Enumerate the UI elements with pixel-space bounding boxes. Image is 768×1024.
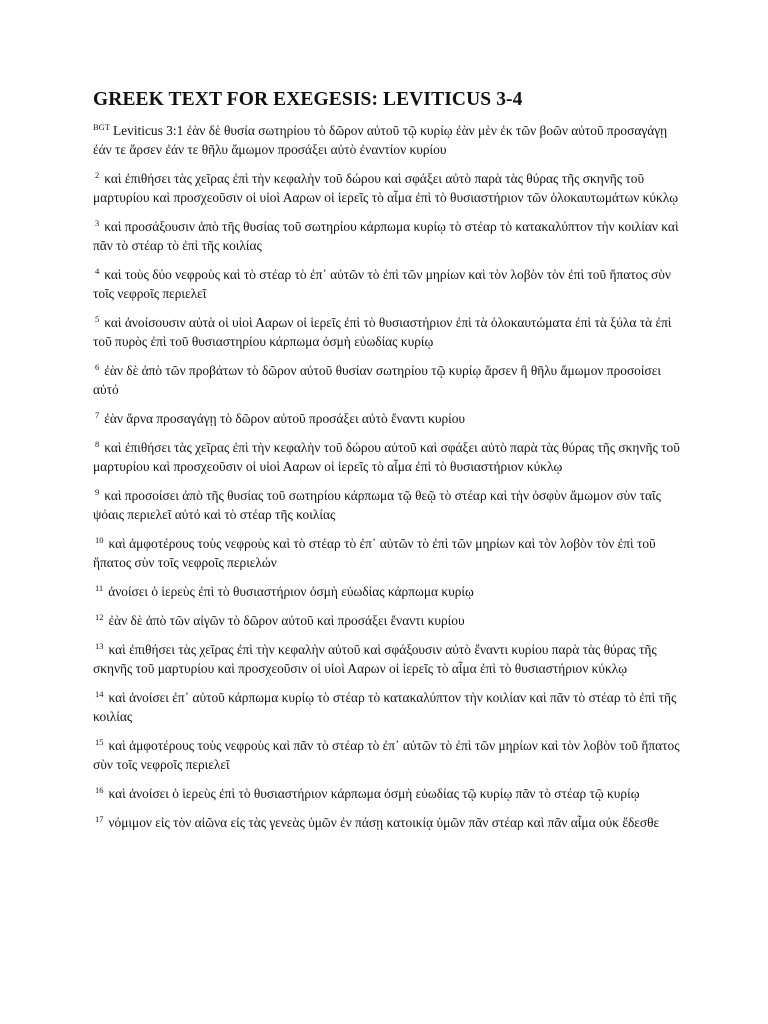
version-tag: BGT bbox=[93, 122, 110, 132]
verse-text: ἐὰν δὲ ἀπὸ τῶν αἰγῶν τὸ δῶρον αὐτοῦ καὶ προσάξει ἔναντι κυρίου bbox=[108, 613, 465, 628]
verse-number: 15 bbox=[95, 737, 104, 747]
verse-number: 7 bbox=[95, 410, 100, 420]
verse-text: καὶ ἀμφοτέρους τοὺς νεφροὺς καὶ πᾶν τὸ στέαρ τὸ ἐπ᾽ αὐτῶν τὸ ἐπὶ τῶν μηρίων καὶ τὸν λοβὸν τοῦ ἥπατος σὺν τοῖς νεφροῖς περιελεῖ bbox=[93, 738, 680, 772]
verse-number: 11 bbox=[95, 583, 104, 593]
verse-5 bbox=[93, 313, 683, 351]
verse-text: ἐὰν δὲ ἀπὸ τῶν προβάτων τὸ δῶρον αὐτοῦ θυσίαν σωτηρίου τῷ κυρίῳ ἄρσεν ἢ θῆλυ ἄμωμον προσοίσει αὐτό bbox=[93, 363, 661, 397]
verse-text: καὶ ἐπιθήσει τὰς χεῖρας ἐπὶ τὴν κεφαλὴν αὐτοῦ καὶ σφάξουσιν αὐτὸ ἔναντι κυρίου παρὰ τὰς θύρας τῆς σκηνῆς τοῦ μαρτυρίου καὶ προσχεοῦσιν οἱ υἱοὶ Ααρων οἱ ἱερεῖς τὸ αἷμα ἐπὶ τὸ θυσιαστήριον κύκλῳ bbox=[93, 642, 657, 676]
verse-text: καὶ ἀμφοτέρους τοὺς νεφροὺς καὶ τὸ στέαρ τὸ ἐπ᾽ αὐτῶν τὸ ἐπὶ τῶν μηρίων καὶ τὸν λοβὸν τὸν ἐπὶ τοῦ ἥπατος σὺν τοῖς νεφροῖς περιελών bbox=[93, 536, 656, 570]
verse-text: καὶ προσοίσει ἀπὸ τῆς θυσίας τοῦ σωτηρίου κάρπωμα τῷ θεῷ τὸ στέαρ καὶ τὴν ὀσφὺν ἄμωμον σὺν ταῖς ψόαις περιελεῖ αὐτό καὶ τὸ στέαρ τῆς κοιλίας bbox=[93, 488, 661, 522]
verse-text: ἐὰν δὲ θυσία σωτηρίου τὸ δῶρον αὐτοῦ τῷ κυρίῳ ἐὰν μὲν ἐκ τῶν βοῶν αὐτοῦ προσαγάγῃ ἐάν τε ἄρσεν ἐάν τε θῆλυ ἄμωμον προσάξει αὐτὸ ἐναντίον κυρίου bbox=[93, 123, 668, 157]
verse-number: 16 bbox=[95, 785, 104, 795]
verse-number: 8 bbox=[95, 439, 100, 449]
verse-text: ἐὰν ἄρνα προσαγάγῃ τὸ δῶρον αὐτοῦ προσάξει αὐτὸ ἔναντι κυρίου bbox=[104, 411, 466, 426]
verse-number: 9 bbox=[95, 487, 100, 497]
verse-reference: Leviticus 3:1 bbox=[113, 123, 184, 138]
verse-text: καὶ ἀνοίσει ὁ ἱερεὺς ἐπὶ τὸ θυσιαστήριον κάρπωμα ὀσμὴ εὐωδίας τῷ κυρίῳ πᾶν τὸ στέαρ τῷ κυρίῳ bbox=[108, 786, 640, 801]
verse-17 bbox=[93, 813, 683, 832]
verse-9 bbox=[93, 486, 683, 524]
verse-text: ἀνοίσει ὁ ἱερεὺς ἐπὶ τὸ θυσιαστήριον ὀσμὴ εὐωδίας κάρπωμα κυρίῳ bbox=[108, 584, 474, 599]
verse-3 bbox=[93, 217, 683, 255]
verse-1 bbox=[93, 121, 683, 159]
verse-13 bbox=[93, 640, 683, 678]
verse-number: 10 bbox=[95, 535, 104, 545]
document-page bbox=[93, 88, 683, 842]
verse-text: καὶ προσάξουσιν ἀπὸ τῆς θυσίας τοῦ σωτηρίου κάρπωμα κυρίῳ τὸ στέαρ τὸ κατακαλύπτον τὴν κοιλίαν καὶ πᾶν τὸ στέαρ τὸ ἐπὶ τῆς κοιλίας bbox=[93, 219, 679, 253]
verse-number: 13 bbox=[95, 641, 104, 651]
verse-2 bbox=[93, 169, 683, 207]
verse-number: 5 bbox=[95, 314, 100, 324]
verse-text: καὶ ἀνοίσουσιν αὐτὰ οἱ υἱοὶ Ααρων οἱ ἱερεῖς ἐπὶ τὸ θυσιαστήριον ἐπὶ τὰ ὁλοκαυτώματα ἐπὶ τὰ ξύλα τὰ ἐπὶ τοῦ πυρὸς ἐπὶ τοῦ θυσιαστηρίου κάρπωμα ὀσμὴ εὐωδίας κυρίῳ bbox=[93, 315, 672, 349]
verse-12 bbox=[93, 611, 683, 630]
verse-10 bbox=[93, 534, 683, 572]
verse-8 bbox=[93, 438, 683, 476]
verse-number: 4 bbox=[95, 266, 100, 276]
verse-list bbox=[93, 169, 683, 832]
verse-15 bbox=[93, 736, 683, 774]
document-title: GREEK TEXT FOR EXEGESIS: LEVITICUS 3-4 bbox=[93, 89, 523, 110]
verse-text: καὶ τοὺς δύο νεφροὺς καὶ τὸ στέαρ τὸ ἐπ᾽ αὐτῶν τὸ ἐπὶ τῶν μηρίων καὶ τὸν λοβὸν τὸν ἐπὶ τοῦ ἥπατος σὺν τοῖς νεφροῖς περιελεῖ bbox=[93, 267, 671, 301]
verse-number: 14 bbox=[95, 689, 104, 699]
verse-number: 17 bbox=[95, 814, 104, 824]
verse-text: καὶ ἀνοίσει ἐπ᾽ αὐτοῦ κάρπωμα κυρίῳ τὸ στέαρ τὸ κατακαλύπτον τὴν κοιλίαν καὶ πᾶν τὸ στέαρ τὸ ἐπὶ τῆς κοιλίας bbox=[93, 690, 677, 724]
verse-text: καὶ ἐπιθήσει τὰς χεῖρας ἐπὶ τὴν κεφαλὴν τοῦ δώρου καὶ σφάξει αὐτὸ παρὰ τὰς θύρας τῆς σκηνῆς τοῦ μαρτυρίου καὶ προσχεοῦσιν οἱ υἱοὶ Ααρων οἱ ἱερεῖς τὸ αἷμα ἐπὶ τὸ θυσιαστήριον τῶν ὁλοκαυτωμάτων κύκλῳ bbox=[93, 171, 679, 205]
verse-number: 12 bbox=[95, 612, 104, 622]
verse-number: 3 bbox=[95, 218, 100, 228]
verse-14 bbox=[93, 688, 683, 726]
verse-text: καὶ ἐπιθήσει τὰς χεῖρας ἐπὶ τὴν κεφαλὴν τοῦ δώρου αὐτοῦ καὶ σφάξει αὐτὸ παρὰ τὰς θύρας τῆς σκηνῆς τοῦ μαρτυρίου καὶ προσχεοῦσιν οἱ υἱοὶ Ααρων οἱ ἱερεῖς τὸ αἷμα ἐπὶ τὸ θυσιαστήριον κύκλῳ bbox=[93, 440, 680, 474]
verse-11 bbox=[93, 582, 683, 601]
verse-text: νόμιμον εἰς τὸν αἰῶνα εἰς τὰς γενεὰς ὑμῶν ἐν πάσῃ κατοικίᾳ ὑμῶν πᾶν στέαρ καὶ πᾶν αἷμα οὐκ ἔδεσθε bbox=[108, 815, 660, 830]
verse-16 bbox=[93, 784, 683, 803]
verse-6 bbox=[93, 361, 683, 399]
verse-7 bbox=[93, 409, 683, 428]
verse-number: 6 bbox=[95, 362, 100, 372]
verse-number: 2 bbox=[95, 170, 100, 180]
verse-4 bbox=[93, 265, 683, 303]
